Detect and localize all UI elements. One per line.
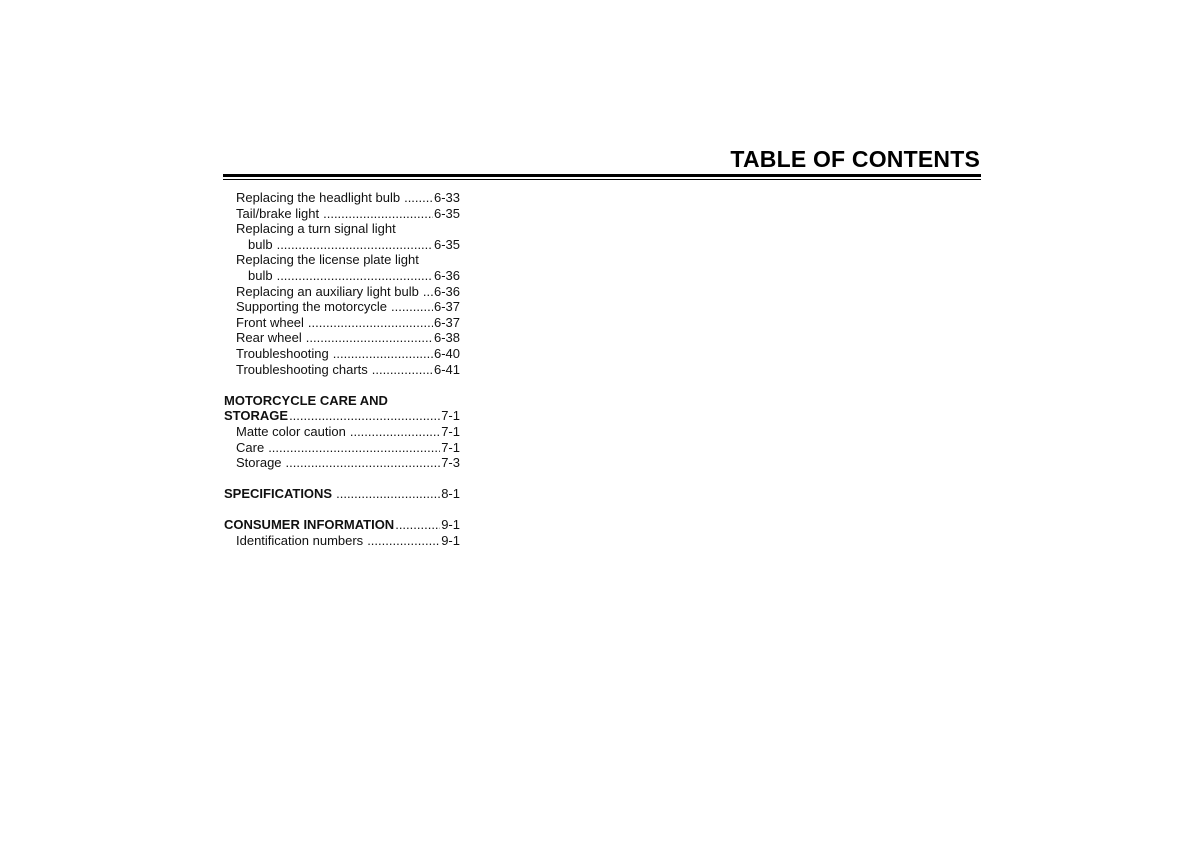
toc-page-number: 6-38: [433, 330, 460, 346]
toc-page-number: 9-1: [441, 533, 460, 549]
toc-leader-dots: [333, 346, 433, 362]
toc-leader-dots: [367, 533, 440, 549]
toc-page-number: 8-1: [441, 486, 460, 502]
toc-chapter-label: MOTORCYCLE CARE AND: [224, 392, 388, 408]
toc-entry-label: Identification numbers: [236, 533, 364, 549]
toc-entry-front-wheel[interactable]: [224, 315, 460, 331]
toc-page-number: 7-1: [441, 439, 460, 455]
toc-page-number: 6-35: [433, 205, 460, 221]
toc-leader-dots: [404, 190, 433, 206]
toc-entry-supporting-motorcycle[interactable]: [224, 299, 460, 315]
toc-leader-dots: [268, 440, 440, 456]
toc-entry-label: Supporting the motorcycle: [236, 299, 388, 315]
page-title: TABLE OF CONTENTS: [730, 146, 980, 172]
toc-leader-dots: [423, 284, 433, 300]
toc-entry-matte-color-caution[interactable]: [224, 424, 460, 440]
toc-chapter-7-heading-line1[interactable]: [224, 393, 460, 409]
toc-leader-dots: [277, 237, 433, 253]
table-of-contents: [224, 190, 460, 549]
toc-spacer: [224, 471, 460, 487]
toc-leader-dots: [286, 455, 441, 471]
toc-entry-troubleshooting[interactable]: [224, 346, 460, 362]
toc-entry-tail-brake-light[interactable]: [224, 206, 460, 222]
title-rule-thin: [223, 179, 981, 180]
toc-spacer: [224, 377, 460, 393]
toc-leader-dots: [395, 517, 440, 533]
title-rule-thick: [223, 174, 981, 177]
toc-chapter-label: STORAGE: [224, 408, 289, 424]
toc-page-number: 7-1: [441, 408, 460, 424]
toc-page-number: 6-33: [433, 190, 460, 205]
toc-page-number: 6-37: [433, 314, 460, 330]
toc-chapter-label: CONSUMER INFORMATION: [224, 517, 395, 533]
toc-leader-dots: [277, 268, 433, 284]
toc-chapter-8-heading[interactable]: [224, 486, 460, 502]
toc-entry-label: Rear wheel: [236, 330, 302, 346]
toc-page-number: 6-35: [433, 236, 460, 252]
toc-page-number: 6-36: [433, 267, 460, 283]
toc-entry-label: Matte color caution: [236, 423, 346, 439]
toc-entry-label: Troubleshooting: [236, 345, 329, 361]
toc-page-number: 6-36: [433, 283, 460, 299]
toc-entry-label: bulb: [248, 267, 273, 283]
toc-page-number: 7-3: [441, 455, 460, 471]
toc-entry-label: Replacing a turn signal light: [236, 221, 396, 237]
toc-leader-dots: [350, 424, 440, 440]
toc-entry-rear-wheel[interactable]: [224, 330, 460, 346]
toc-entry-label: Front wheel: [236, 314, 304, 330]
toc-page-number: 9-1: [441, 517, 460, 533]
toc-entry-turn-signal-line2[interactable]: [224, 237, 460, 253]
toc-chapter-7-heading-line2[interactable]: [224, 408, 460, 424]
toc-page-number: 6-37: [433, 299, 460, 315]
toc-spacer: [224, 502, 460, 518]
toc-entry-identification-numbers[interactable]: [224, 533, 460, 549]
toc-entry-label: Care: [236, 439, 265, 455]
toc-entry-headlight-bulb[interactable]: [224, 190, 460, 206]
toc-entry-label: Storage: [236, 455, 282, 471]
title-rule: [223, 174, 981, 180]
toc-entry-care[interactable]: [224, 440, 460, 456]
toc-leader-dots: [323, 206, 433, 222]
toc-entry-license-plate-line1[interactable]: [224, 252, 460, 268]
toc-leader-dots: [391, 299, 433, 315]
toc-leader-dots: [289, 408, 440, 424]
toc-entry-turn-signal-line1[interactable]: [224, 221, 460, 237]
toc-page-number: 7-1: [441, 423, 460, 439]
toc-leader-dots: [372, 362, 433, 378]
toc-chapter-9-heading[interactable]: [224, 517, 460, 533]
toc-entry-license-plate-line2[interactable]: [224, 268, 460, 284]
toc-entry-auxiliary-light-bulb[interactable]: [224, 284, 460, 300]
toc-page-number: 6-40: [433, 345, 460, 361]
toc-entry-label: bulb: [248, 236, 273, 252]
toc-chapter-label: SPECIFICATIONS: [224, 486, 333, 502]
toc-entry-troubleshooting-charts[interactable]: [224, 362, 460, 378]
toc-entry-label: Tail/brake light: [236, 205, 320, 221]
toc-entry-storage[interactable]: [224, 455, 460, 471]
toc-entry-label: Replacing the license plate light: [236, 252, 419, 268]
toc-entry-label: Replacing the headlight bulb: [236, 190, 401, 205]
toc-leader-dots: [336, 486, 440, 502]
toc-page-number: 6-41: [433, 361, 460, 377]
toc-leader-dots: [308, 315, 433, 331]
toc-entry-label: Replacing an auxiliary light bulb: [236, 283, 419, 299]
toc-entry-label: Troubleshooting charts: [236, 361, 368, 377]
toc-leader-dots: [306, 330, 433, 346]
